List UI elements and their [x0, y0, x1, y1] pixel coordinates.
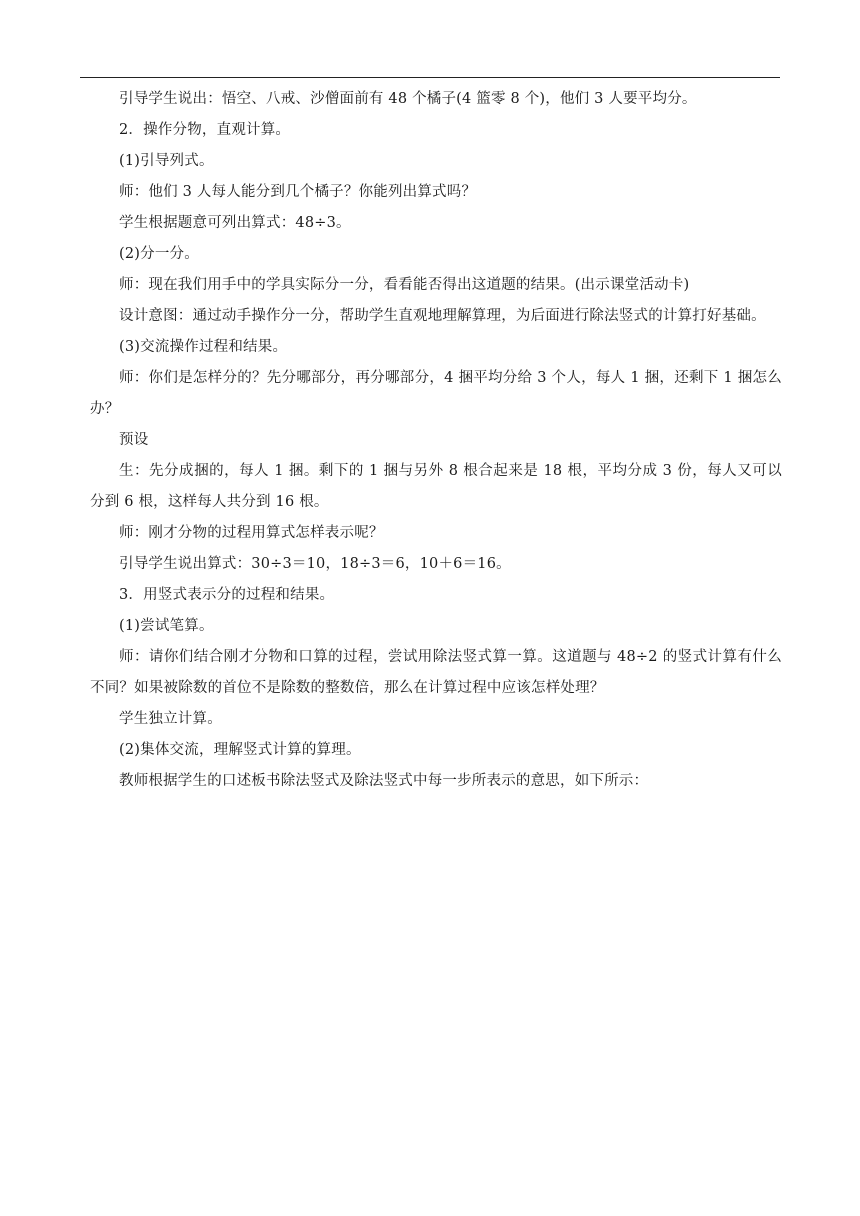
paragraph: 师：现在我们用手中的学具实际分一分，看看能否得出这道题的结果。(出示课堂活动卡)	[119, 277, 690, 293]
document-body	[90, 84, 782, 797]
paragraph: 3．用竖式表示分的过程和结果。	[119, 587, 335, 603]
paragraph: 2．操作分物，直观计算。	[119, 122, 291, 138]
paragraph: 引导学生说出算式：30÷3＝10，18÷3＝6，10＋6＝16。	[119, 556, 511, 572]
paragraph: 生：先分成捆的，每人 1 捆。剩下的 1 捆与另外 8 根合起来是 18 根，平均分成 3 份，每人又可以分到 6 根，这样每人共分到 16 根。	[90, 463, 782, 510]
paragraph: 引导学生说出：悟空、八戒、沙僧面前有 48 个橘子(4 篮零 8 个)，他们 3 人要平均分。	[119, 91, 697, 107]
paragraph: (1)引导列式。	[119, 153, 214, 169]
paragraph: 预设	[119, 432, 149, 448]
paragraph: 师：他们 3 人每人能分到几个橘子？你能列出算式吗？	[119, 184, 477, 200]
header-rule	[80, 77, 780, 78]
paragraph: 学生根据题意可列出算式：48÷3。	[119, 215, 351, 231]
paragraph: 学生独立计算。	[119, 711, 222, 727]
paragraph: (3)交流操作过程和结果。	[119, 339, 288, 355]
paragraph: 教师根据学生的口述板书除法竖式及除法竖式中每一步所表示的意思，如下所示：	[119, 773, 649, 789]
paragraph: (1)尝试笔算。	[119, 618, 214, 634]
paragraph: (2)集体交流，理解竖式计算的算理。	[119, 742, 361, 758]
paragraph: 师：刚才分物的过程用算式怎样表示呢？	[119, 525, 384, 541]
paragraph: 设计意图：通过动手操作分一分，帮助学生直观地理解算理，为后面进行除法竖式的计算打好基础。	[119, 308, 766, 324]
paragraph: (2)分一分。	[119, 246, 199, 262]
paragraph: 师：请你们结合刚才分物和口算的过程，尝试用除法竖式算一算。这道题与 48÷2 的竖式计算有什么不同？如果被除数的首位不是除数的整数倍，那么在计算过程中应该怎样处理？	[90, 649, 782, 696]
paragraph: 师：你们是怎样分的？先分哪部分，再分哪部分，4 捆平均分给 3 个人，每人 1 捆，还剩下 1 捆怎么办？	[90, 370, 782, 417]
